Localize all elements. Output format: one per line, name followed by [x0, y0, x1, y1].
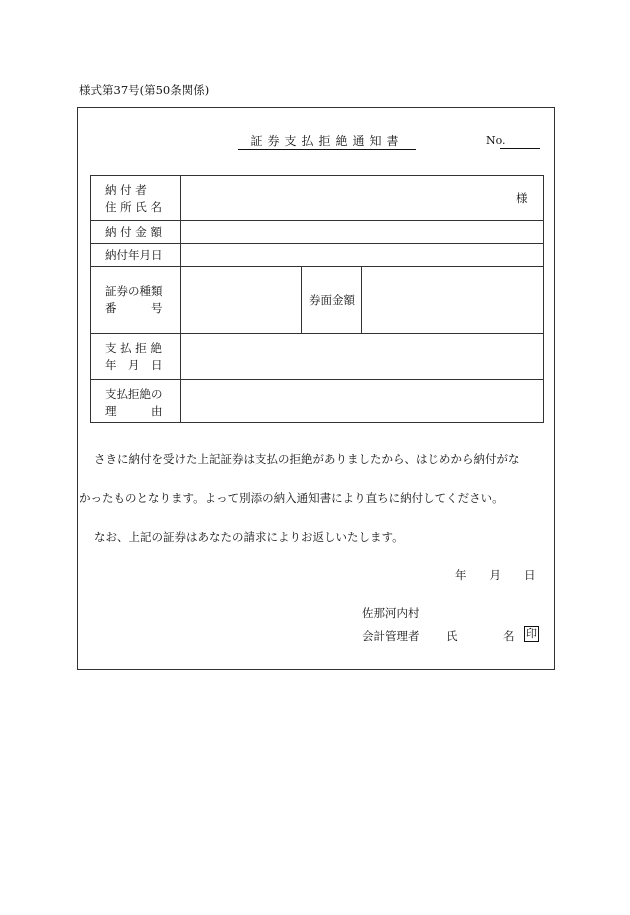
issue-date-line: 年 月 日	[455, 568, 536, 582]
name-label-part-2: 名	[503, 629, 515, 643]
payment-date-field[interactable]	[181, 243, 543, 266]
number-field-line[interactable]	[500, 148, 540, 149]
honorific-sama: 様	[516, 191, 528, 205]
face-value-label: 券面金額	[309, 293, 355, 307]
document-title: 証券支払拒絶通知書	[238, 133, 416, 150]
payment-amount-field[interactable]	[181, 220, 543, 243]
seal-mark	[524, 626, 539, 642]
village-name: 佐那河内村	[362, 606, 420, 620]
notice-paragraph-line-2: かったものとなります。よって別添の納入通知書により直ちに納付してください。	[79, 491, 504, 505]
refusal-date-label: 年 月 日	[105, 358, 163, 372]
payer-label: 納 付 者	[105, 183, 147, 197]
payer-address-name-label: 住 所 氏 名	[105, 200, 162, 214]
security-number-label: 番 号	[105, 301, 163, 315]
number-label: No.	[486, 134, 506, 147]
name-label-part-1: 氏	[446, 629, 458, 643]
seal-icon: 印	[526, 627, 537, 640]
security-type-field[interactable]	[181, 266, 301, 333]
payer-field[interactable]	[180, 176, 543, 220]
notice-paragraph-line-1: さきに納付を受けた上記証券は支払の拒絶がありましたから、はじめから納付がな	[94, 452, 520, 466]
security-type-label: 証券の種類	[105, 284, 163, 298]
refusal-label: 支 払 拒 絶	[105, 341, 162, 355]
face-value-label-divider	[301, 266, 302, 333]
details-table	[90, 175, 544, 423]
form-number-label: 様式第37号(第50条関係)	[79, 83, 210, 97]
refusal-reason-label-2: 理 由	[105, 404, 163, 418]
refusal-reason-field[interactable]	[181, 379, 543, 422]
refusal-reason-label-1: 支払拒絶の	[105, 387, 163, 401]
payment-amount-label: 納 付 金 額	[105, 225, 162, 239]
accounting-officer-title: 会計管理者	[362, 629, 420, 643]
refusal-date-field[interactable]	[181, 333, 543, 379]
payment-date-label: 納付年月日	[105, 248, 163, 262]
face-value-field[interactable]	[362, 266, 543, 333]
return-notice-paragraph: なお、上記の証券はあなたの請求によりお返しいたします。	[94, 530, 404, 544]
